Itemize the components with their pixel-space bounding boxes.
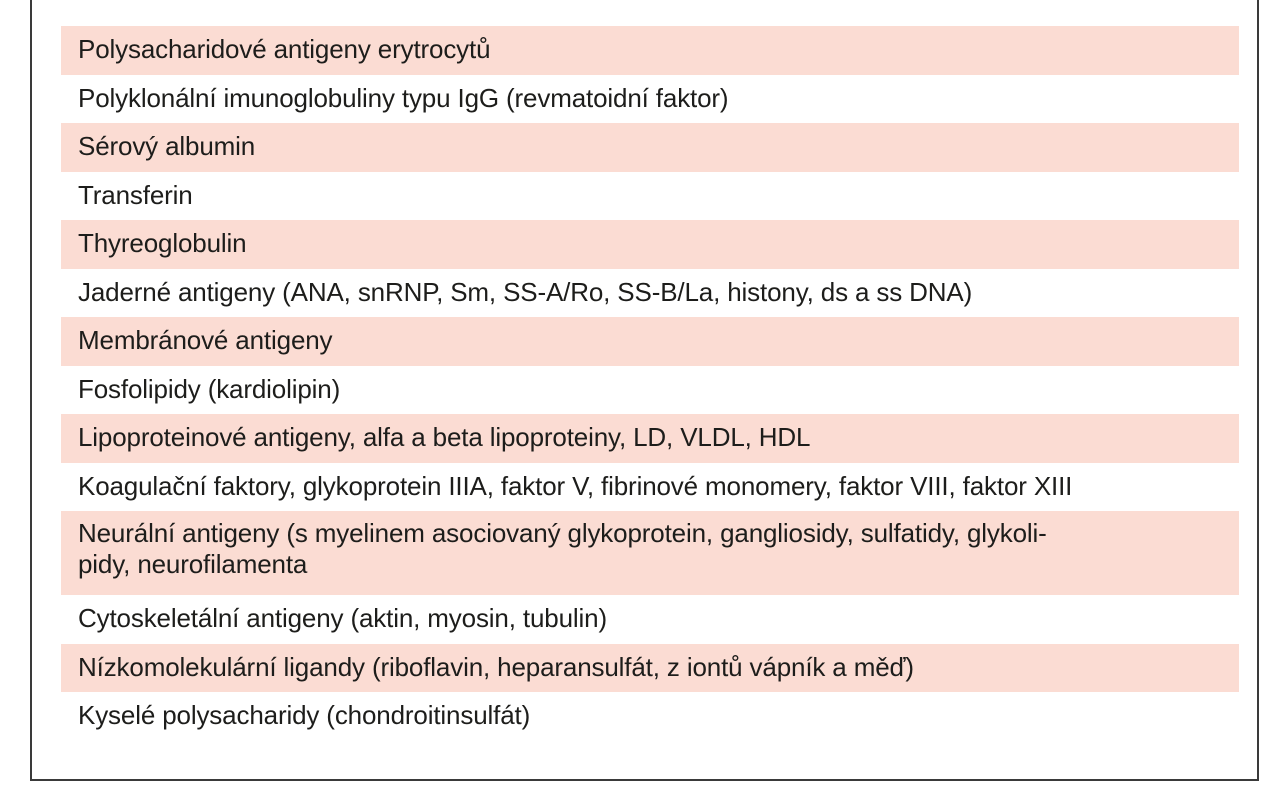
row-text-continued: pidy, neurofilamenta [78,549,308,579]
row-text: Cytoskeletální antigeny (aktin, myosin, tubulin) [78,603,607,633]
row-text: Fosfolipidy (kardiolipin) [78,373,341,404]
table-row [61,414,1239,463]
row-text: Polysacharidové antigeny erytrocytů [78,34,491,64]
table-row [61,463,1239,512]
table-row [61,644,1239,693]
table-row [61,317,1239,366]
row-text: Membránové antigeny [78,325,333,355]
table-row [61,220,1239,269]
row-text: Koagulační faktory, glykoprotein IIIA, faktor V, fibrinové monomery, faktor VIII, faktor XIII [78,470,1073,501]
row-text: Thyreoglobulin [78,228,247,258]
table-row [61,595,1239,644]
table-row [61,692,1239,741]
cropped-title-fragment [212,0,342,2]
row-text: Polyklonální imunoglobuliny typu IgG (revmatoidní faktor) [78,82,729,113]
table-row [61,269,1239,318]
table-row [61,26,1239,75]
antigen-list [61,26,1239,741]
row-text: Kyselé polysacharidy (chondroitinsulfát) [78,700,531,730]
row-text: Sérový albumin [78,131,256,161]
row-text: Transferin [78,179,193,210]
table-row [61,75,1239,124]
table-row [61,366,1239,415]
row-text: Neurální antigeny (s myelinem asociovaný glykoprotein, gangliosidy, sulfatidy, glykoli- [78,518,1047,548]
table-row [61,511,1239,595]
row-text: Jaderné antigeny (ANA, snRNP, Sm, SS-A/Ro, SS-B/La, histony, ds a ss DNA) [78,276,973,307]
table-row [61,172,1239,221]
table-row [61,123,1239,172]
row-text: Lipoproteinové antigeny, alfa a beta lipoproteiny, LD, VLDL, HDL [78,422,811,452]
row-text: Nízkomolekulární ligandy (riboflavin, heparansulfát, z iontů vápník a měď) [78,651,914,682]
